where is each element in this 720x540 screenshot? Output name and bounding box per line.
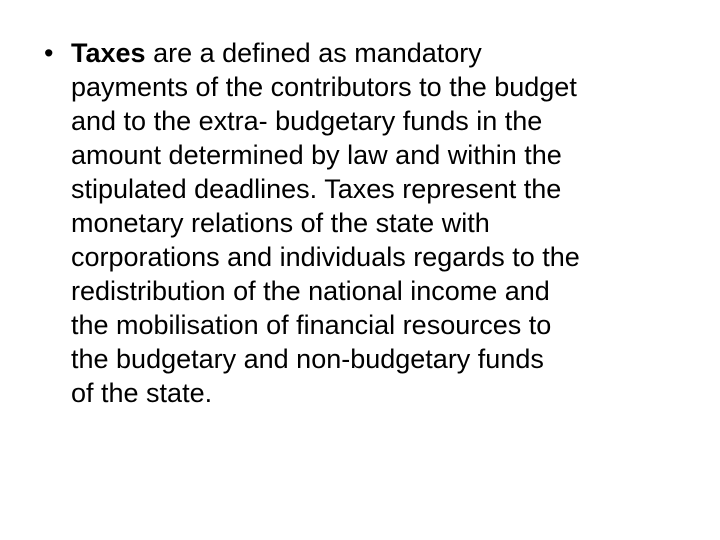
text-line: the mobilisation of financial resources to: [71, 310, 552, 340]
text-line: of the state.: [71, 378, 213, 408]
text-line: corporations and individuals regards to the: [71, 242, 580, 272]
text-line: the budgetary and non-budgetary funds: [71, 344, 544, 374]
bullet-item: [44, 36, 684, 410]
bullet-marker: •: [44, 38, 54, 68]
text-line: and to the extra- budgetary funds in the: [71, 106, 543, 136]
text-line: [71, 36, 684, 70]
text-line: monetary relations of the state with: [71, 208, 490, 238]
text-line: payments of the contributors to the budget: [71, 72, 577, 102]
term-taxes: Taxes: [71, 38, 146, 68]
text-line: stipulated deadlines. Taxes represent the: [71, 174, 562, 204]
text-line: redistribution of the national income and: [71, 276, 550, 306]
text-line-content: are a defined as mandatory: [145, 38, 482, 68]
bullet-text: [71, 36, 684, 410]
text-line: amount determined by law and within the: [71, 140, 562, 170]
